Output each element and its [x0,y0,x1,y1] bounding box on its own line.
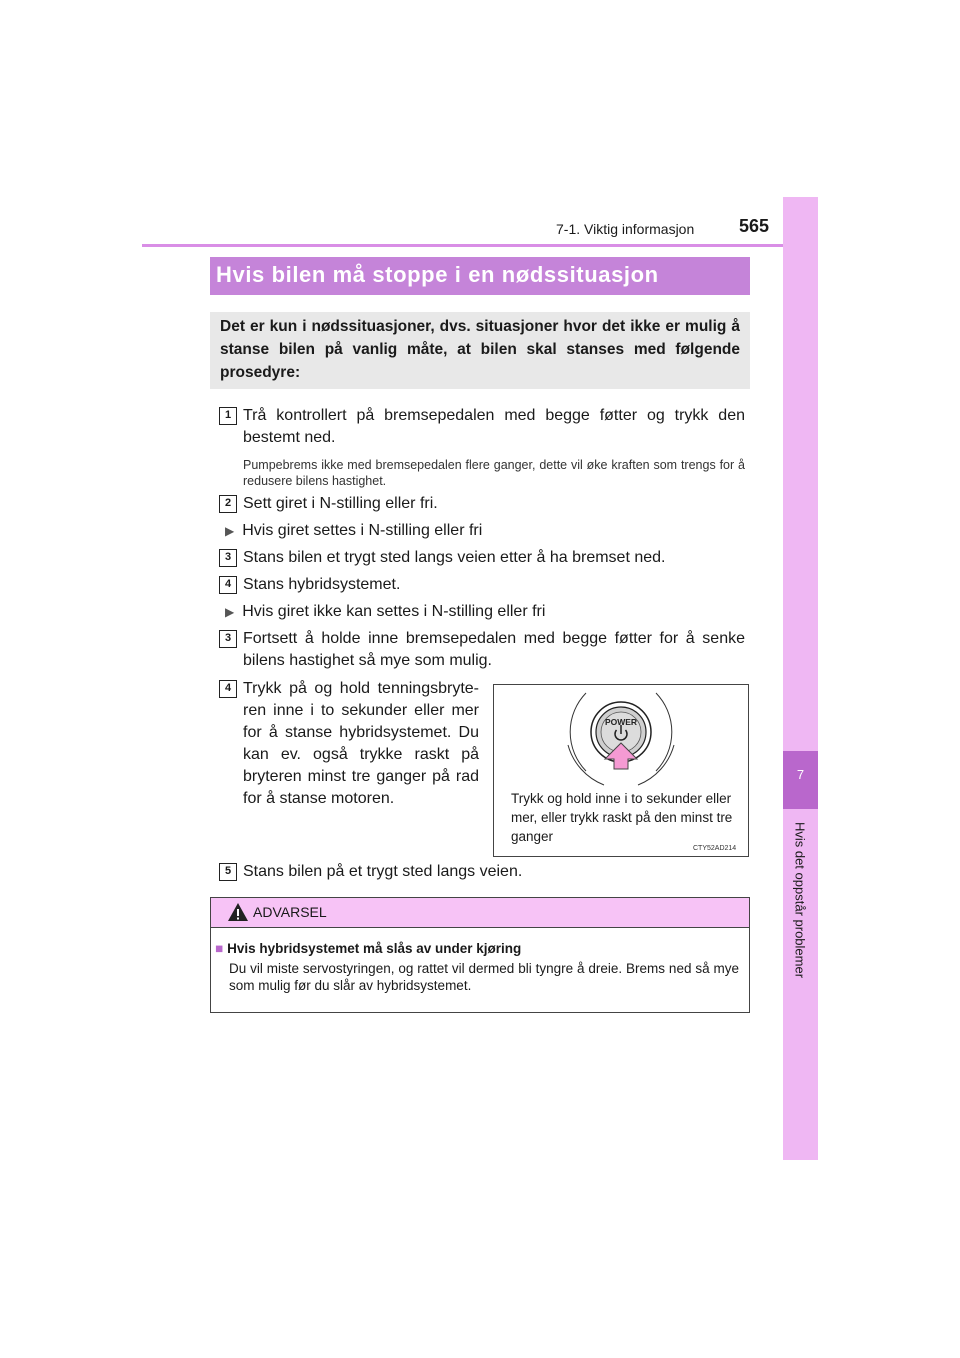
condition-text: Hvis giret settes i N-stilling eller fri [242,522,483,539]
page-title: Hvis bilen må stoppe i en nødssituasjon [216,262,659,287]
section-heading: 7-1. Viktig informasjon [556,221,695,237]
chapter-title: Hvis det oppstår problemer [792,821,808,979]
power-button-label: POWER [604,717,638,727]
step-badge: 2 [219,495,237,513]
step-text: Fortsett å holde inne bremsepedalen med begge føtter for å senke bilens hastighet så mye som mulig. [243,630,745,669]
page-number: 565 [739,216,770,236]
warning-label: ADVARSEL [253,904,327,920]
arrow-bullet-icon: ▶ [225,605,235,619]
step-badge: 3 [219,630,237,648]
step-text: Sett giret i N-stilling eller fri. [243,495,438,512]
header-rule [142,244,818,247]
step-badge: 3 [219,549,237,567]
square-bullet-icon: ■ [215,941,224,956]
step-text: Stans bilen på et trygt sted langs veien. [243,863,523,880]
intro-text: Det er kun i nødssituasjoner, dvs. situasjoner hvor det ikke er mulig å stanse bilen på vanlig måte, at bilen skal stanses med følgende prosedyre: [220,318,740,381]
condition-bullet [225,601,545,623]
condition-text: Hvis giret ikke kan settes i N-stilling eller fri [242,603,546,620]
step-text: Trå kontrollert på bremsepedalen med begge føtter og trykk den bestemt ned. [243,407,745,446]
warning-text: Du vil miste servostyringen, og rattet vil dermed bli tyngre å dreie. Brems ned så mye som mulig før du slår av hybridsystemet. [229,961,739,993]
warning-subheading [215,941,521,956]
step-badge: 4 [219,680,237,698]
step-note: Pumpebrems ikke med bremsepedalen flere ganger, dette vil øke kraften som trengs for å redusere bilens hastighet. [243,458,745,488]
step-badge: 4 [219,576,237,594]
step-text: Stans hybridsystemet. [243,576,401,593]
step-text: Stans bilen et trygt sted langs veien etter å ha bremset ned. [243,549,666,566]
arrow-bullet-icon: ▶ [225,524,235,538]
step-badge: 1 [219,407,237,425]
chapter-number: 7 [796,767,805,782]
condition-bullet [225,520,482,542]
warning-subheading-text: Hvis hybridsystemet må slås av under kjøring [227,941,522,956]
step-badge: 5 [219,863,237,881]
chapter-side-tab [783,197,818,1160]
figure-code: CTY52AD214 [693,845,737,852]
figure-caption: Trykk og hold inne i to sekunder eller mer, eller trykk raskt på den minst tre ganger [511,791,733,844]
warning-triangle-icon [227,902,249,922]
step-text: Trykk på og hold tenningsbryte-ren inne i to sekunder eller mer for å stanse hybridsystemet. Du kan ev. også trykke raskt på bryteren minst tre ganger på rad for å stanse motoren. [243,680,479,807]
